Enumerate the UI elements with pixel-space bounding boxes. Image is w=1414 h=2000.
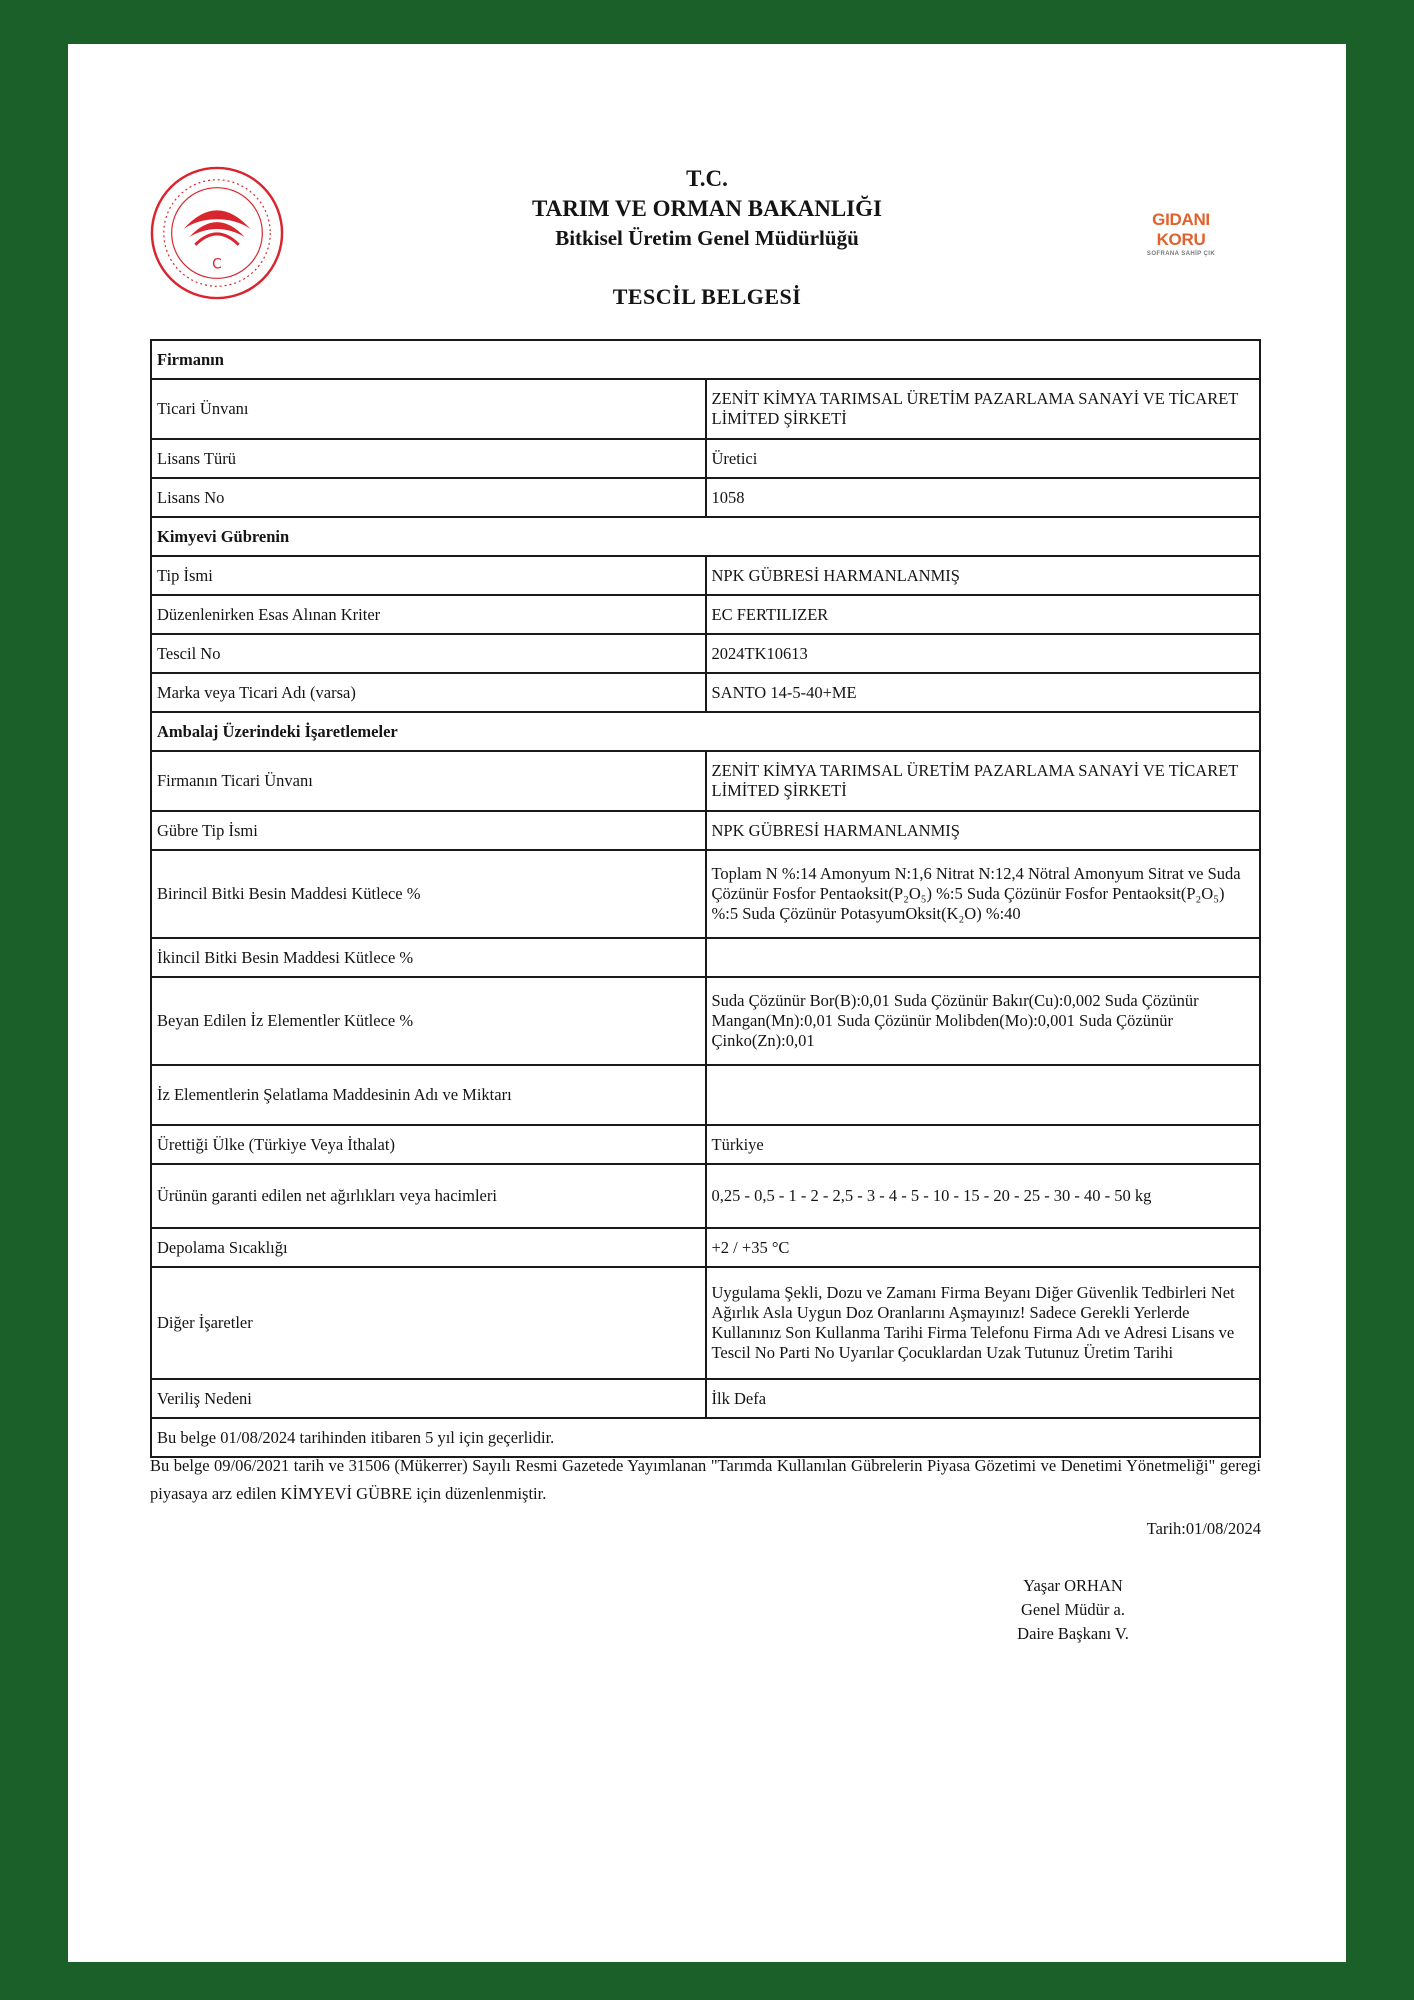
signature-block	[948, 1574, 1198, 1646]
document-title: TESCİL BELGESİ	[612, 284, 802, 309]
issue-date: Tarih:01/08/2024	[1146, 1519, 1261, 1538]
row-value: 0,25 - 0,5 - 1 - 2 - 2,5 - 3 - 4 - 5 - 10 - 15 - 20 - 25 - 30 - 40 - 50 kg	[706, 1164, 1261, 1228]
row-value: ZENİT KİMYA TARIMSAL ÜRETİM PAZARLAMA SANAYİ VE TİCARET LİMİTED ŞİRKETİ	[706, 751, 1261, 811]
row-label: Düzenlenirken Esas Alınan Kriter	[151, 595, 706, 634]
section-firma: Firmanın	[151, 340, 1260, 379]
row-value: SANTO 14-5-40+ME	[706, 673, 1261, 712]
section-ambalaj: Ambalaj Üzerindeki İşaretlemeler	[151, 712, 1260, 751]
row-label: Ürettiği Ülke (Türkiye Veya İthalat)	[151, 1125, 706, 1164]
row-label: Tescil No	[151, 634, 706, 673]
row-label: İkincil Bitki Besin Maddesi Kütlece %	[151, 938, 706, 977]
row-value: Toplam N %:14 Amonyum N:1,6 Nitrat N:12,4 Nötral Amonyum Sitrat ve Suda Çözünür Fosfor Pentaoksit(P₂O₅) %:5 Suda Çözünür Fosfor Pentaoksit(P₂O₅) %:5 Suda Çözünür PotasyumOksit(K₂O) %:40	[706, 850, 1261, 938]
svg-text:C: C	[212, 256, 222, 273]
regulation-notice: Bu belge 09/06/2021 tarih ve 31506 (Mükerrer) Sayılı Resmi Gazetede Yayımlanan "Tarımda Kullanılan Gübrelerin Piyasa Gözetimi ve Denetimi Yönetmeliği" geregi piyasaya arz edilen KİMYEVİ GÜBRE için düzenlenmiştir.	[150, 1456, 1261, 1503]
signatory-title-1: Genel Müdür a.	[1020, 1600, 1125, 1619]
header-line-1: T.C.	[686, 166, 728, 191]
row-label: Tip İsmi	[151, 556, 706, 595]
row-label: Lisans No	[151, 478, 706, 517]
brand-tagline: SOFRANA SAHİP ÇIK	[1146, 251, 1216, 257]
validity-note: Bu belge 01/08/2024 tarihinden itibaren 5 yıl için geçerlidir.	[151, 1418, 1260, 1457]
row-label: Veriliş Nedeni	[151, 1379, 706, 1418]
row-label: Ticari Ünvanı	[151, 379, 706, 439]
brand-logo	[1126, 210, 1236, 258]
brand-name: GIDANI KORU	[1152, 210, 1210, 249]
row-label: Diğer İşaretler	[151, 1267, 706, 1379]
row-value: İlk Defa	[706, 1379, 1261, 1418]
row-value: NPK GÜBRESİ HARMANLANMIŞ	[706, 811, 1261, 850]
ministry-name: TARIM VE ORMAN BAKANLIĞI	[532, 196, 882, 221]
row-value: Türkiye	[706, 1125, 1261, 1164]
directorate-name: Bitkisel Üretim Genel Müdürlüğü	[555, 226, 859, 250]
section-gubre: Kimyevi Gübrenin	[151, 517, 1260, 556]
row-value: Üretici	[706, 439, 1261, 478]
row-label: Marka veya Ticari Adı (varsa)	[151, 673, 706, 712]
row-value: Suda Çözünür Bor(B):0,01 Suda Çözünür Bakır(Cu):0,002 Suda Çözünür Mangan(Mn):0,01 Suda Çözünür Molibden(Mo):0,001 Suda Çözünür Çinko(Zn):0,01	[706, 977, 1261, 1065]
row-label: Beyan Edilen İz Elementler Kütlece %	[151, 977, 706, 1065]
row-value: NPK GÜBRESİ HARMANLANMIŞ	[706, 556, 1261, 595]
signatory-title-2: Daire Başkanı V.	[1017, 1624, 1129, 1643]
signatory-name: Yaşar ORHAN	[1023, 1576, 1123, 1595]
row-value: EC FERTILIZER	[706, 595, 1261, 634]
row-value: Uygulama Şekli, Dozu ve Zamanı Firma Beyanı Diğer Güvenlik Tedbirleri Net Ağırlık Asla Uygun Doz Oranlarını Aşmayınız! Sadece Gerekli Yerlerde Kullanınız Son Kullanma Tarihi Firma Telefonu Firma Adı ve Adresi Lisans ve Tescil No Parti No Uyarılar Çocuklardan Uzak Tutunuz Üretim Tarihi	[706, 1267, 1261, 1379]
row-label: Depolama Sıcaklığı	[151, 1228, 706, 1267]
row-value	[706, 938, 1261, 977]
row-label: Birincil Bitki Besin Maddesi Kütlece %	[151, 850, 706, 938]
row-value: 1058	[706, 478, 1261, 517]
row-value: ZENİT KİMYA TARIMSAL ÜRETİM PAZARLAMA SANAYİ VE TİCARET LİMİTED ŞİRKETİ	[706, 379, 1261, 439]
row-value: 2024TK10613	[706, 634, 1261, 673]
registration-table	[150, 339, 1261, 1458]
row-value: +2 / +35 °C	[706, 1228, 1261, 1267]
row-label: Firmanın Ticari Ünvanı	[151, 751, 706, 811]
row-value	[706, 1065, 1261, 1125]
row-label: Lisans Türü	[151, 439, 706, 478]
row-label: Gübre Tip İsmi	[151, 811, 706, 850]
row-label: Ürünün garanti edilen net ağırlıkları veya hacimleri	[151, 1164, 706, 1228]
certificate-page	[68, 44, 1346, 1962]
row-label: İz Elementlerin Şelatlama Maddesinin Adı ve Miktarı	[151, 1065, 706, 1125]
